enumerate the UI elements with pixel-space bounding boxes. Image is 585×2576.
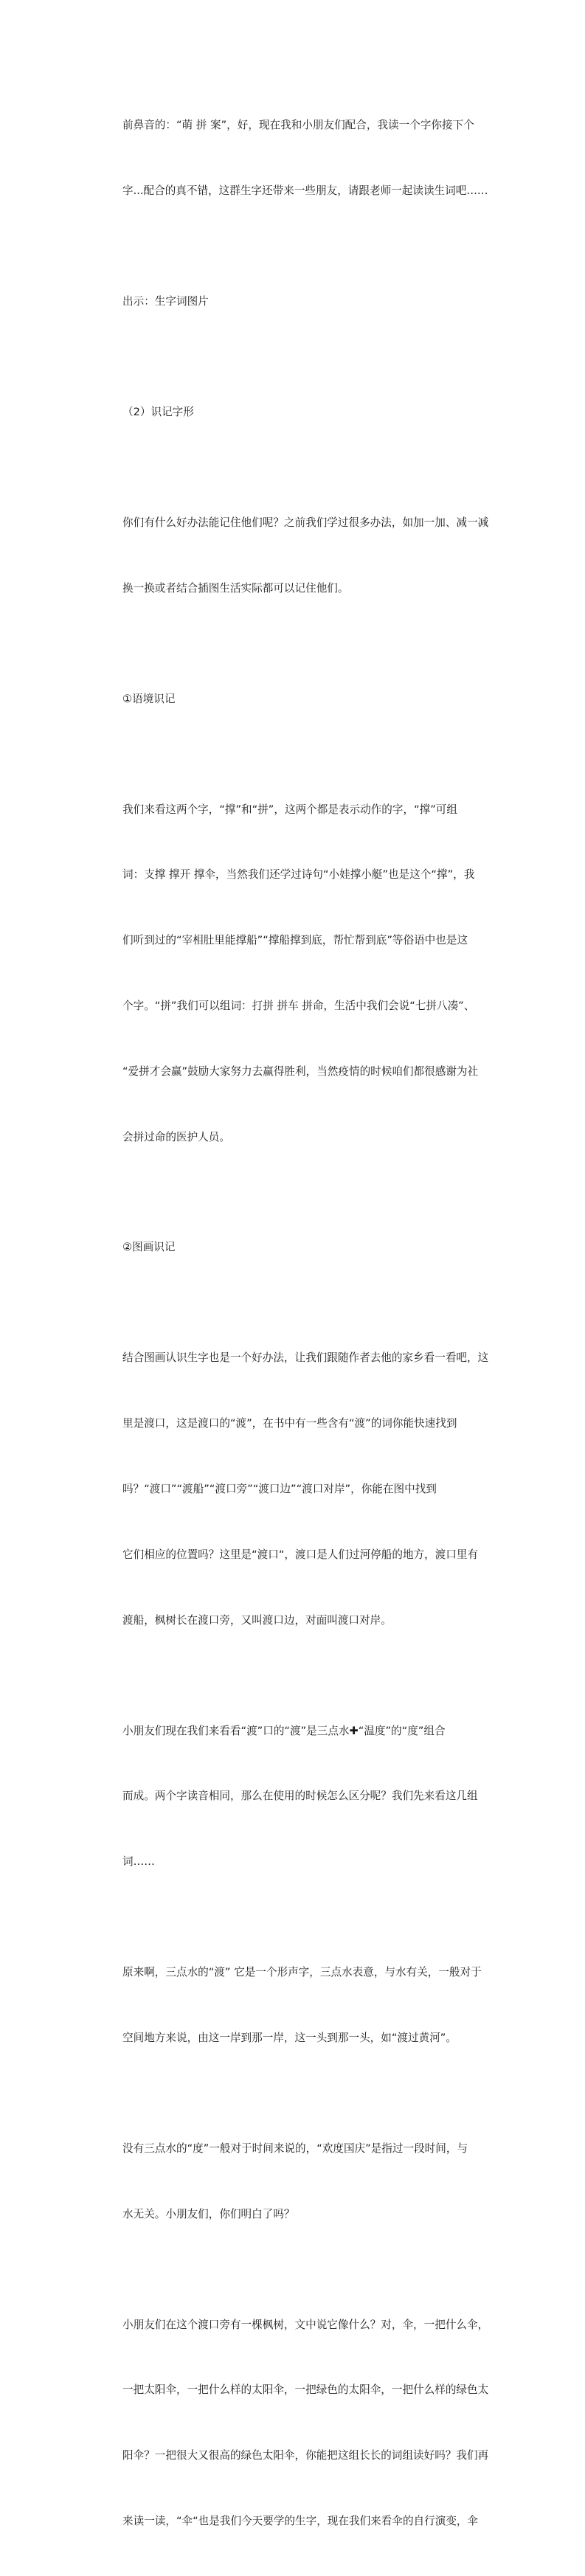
- paragraph-show-cards: [122, 247, 500, 356]
- text-line: ②图画识记: [122, 1241, 176, 1254]
- text-line: 它们相应的位置吗？这里是“渡口“，渡口是人们过河停船的地方，渡口里有: [122, 1548, 479, 1561]
- text-line: 来读一读，“伞“也是我们今天要学的生字，现在我们来看伞的自行演变，伞: [122, 2514, 479, 2527]
- text-line: 吗？“渡口”“渡船”“渡口旁”“渡口边”“渡口对岸”，你能在图中找到: [122, 1483, 437, 1495]
- section-heading-glyph-memory: [122, 358, 500, 467]
- paragraph-time-du: [122, 2094, 500, 2269]
- text-line: 而成。两个字读音相同，那么在使用的时候怎么区分呢？我们先来看这几组: [122, 1790, 478, 1803]
- text-line: 小朋友们在这个渡口旁有一棵枫树，文中说它像什么？对，伞，一把什么伞，: [122, 2318, 489, 2331]
- paragraph-du-composition: [122, 1676, 500, 1917]
- text-line: 我们来看这两个字，“撑”和“拼”，这两个都是表示动作的字，“撑”可组: [122, 803, 457, 816]
- subheading-context-memory: [122, 644, 500, 753]
- text-line: 里是渡口，这是渡口的“渡”，在书中有一些含有“渡”的词你能快速找到: [122, 1417, 457, 1430]
- text-line: 会拼过命的医护人员。: [122, 1130, 230, 1143]
- text-line: 个字。“拼”我们可以组词：打拼 拼车 拼命，生活中我们会说“七拼八凑”、: [122, 999, 475, 1012]
- text-line: 水无关。小朋友们，你们明白了吗？: [122, 2207, 295, 2220]
- text-line: “爱拼才会赢”鼓励大家努力去赢得胜利，当然疫情的时候咱们都很感谢为社: [122, 1064, 479, 1078]
- text-line: 们听到过的“宰相肚里能撑船”“撑船撑到底，帮忙帮到底”等俗语中也是这: [122, 934, 468, 947]
- text-line: 原来啊，三点水的“渡” 它是一个形声字，三点水表意，与水有关，一般对于: [122, 1966, 482, 1979]
- text-line: 你们有什么好办法能记住他们呢？之前我们学过很多办法，如加一加、减一减: [122, 516, 489, 529]
- text-line: （2）识记字形: [122, 405, 194, 418]
- text-line: 结合图画认识生字也是一个好办法，让我们跟随作者去他的家乡看一看吧，这: [122, 1351, 489, 1365]
- text-line: 渡船，枫树长在渡口旁，又叫渡口边，对面叫渡口对岸。: [122, 1613, 392, 1627]
- text-line: 词……: [122, 1855, 155, 1869]
- text-line: 空间地方来说，由这一岸到那一岸，这一头到那一头，如“渡过黄河”。: [122, 2031, 457, 2044]
- text-line: 字...配合的真不错，这群生字还带来一些朋友，请跟老师一起读读生词吧……: [122, 184, 488, 197]
- subheading-picture-memory: [122, 1193, 500, 1302]
- text-line: 一把太阳伞，一把什么样的太阳伞，一把绿色的太阳伞，一把什么样的绿色太: [122, 2383, 489, 2397]
- paragraph-ferry: [122, 1303, 500, 1675]
- text-line: 小朋友们现在我们来看看“渡”口的“渡”是三点水✚“温度”的“度”组合: [122, 1724, 446, 1737]
- paragraph-umbrella: [122, 2270, 500, 2575]
- paragraph-cheng-pin: [122, 755, 500, 1191]
- text-line: ①语境识记: [122, 692, 176, 705]
- text-line: 前鼻音的：“萌 拼 案”，好，现在我和小朋友们配合，我读一个字你接下个: [122, 119, 474, 132]
- paragraph-methods: [122, 468, 500, 643]
- text-line: 词：支撑 撑开 撑伞，当然我们还学过诗句“小娃撑小艇”也是这个“撑”，我: [122, 868, 475, 882]
- text-line: 出示：生字词图片: [122, 294, 209, 308]
- paragraph-water-du: [122, 1918, 500, 2093]
- paragraph-intro-reading: [122, 71, 500, 246]
- text-line: 换一换或者结合插图生活实际都可以记住他们。: [122, 581, 349, 595]
- document-body: [122, 71, 500, 2576]
- text-line: 没有三点水的“度”一般对于时间来说的，“欢度国庆”是指过一段时间，与: [122, 2142, 468, 2155]
- text-line: 阳伞？一把很大又很高的绿色太阳伞，你能把这组长长的词组读好吗？我们再: [122, 2449, 489, 2462]
